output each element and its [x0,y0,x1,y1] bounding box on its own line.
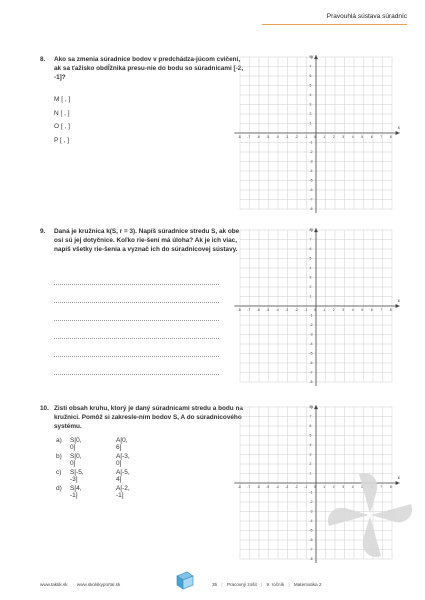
x-tick-label: 5 [361,308,364,312]
y-tick-label: 5 [309,433,312,438]
y-tick-label: 7 [309,414,312,419]
x-tick-label: 4 [351,308,354,312]
x-tick-label: 2 [332,135,335,139]
y-tick-label: -7 [309,197,313,202]
y-tick-label: 6 [309,247,312,252]
x-tick-label: 0 [313,485,316,489]
x-tick-label: 7 [380,308,383,312]
coordinate-grid[interactable] [224,226,408,386]
cube-icon [175,568,195,590]
footer-link[interactable]: www.skolskyportal.sk [76,582,121,587]
grade-label: 9. ročník [266,582,285,587]
publisher-logo [325,470,415,560]
y-tick-label: 7 [309,237,312,242]
header-divider [262,24,407,25]
y-tick-label: -2 [309,500,313,505]
y-tick-label: -6 [309,361,313,366]
exercise-text: Ako sa zmenia súradnice bodov v predchádza-júcom cvičení, ak sa ťažisko obdĺžnika presu-nie do bodu so súradnicami [-2, -1]? [54,56,244,81]
answer-line[interactable] [54,374,219,375]
x-tick-label: -4 [275,308,279,312]
y-tick-label: 1 [309,294,312,299]
y-tick-label: -3 [309,332,313,337]
x-tick-label: -7 [247,485,251,489]
y-tick-label: 8 [309,228,312,233]
y-tick-label: 4 [309,266,312,271]
page-number: 35 [212,582,218,587]
x-axis-arrow [396,304,400,308]
x-tick-label: 8 [389,135,392,139]
point-p[interactable]: P [ , ] [54,136,70,144]
x-tick-label: 8 [389,485,392,489]
y-axis-label: y [311,227,314,233]
chapter-title: Pravouhlá sústava súradníc [326,13,407,20]
x-tick-label: 7 [380,485,383,489]
x-tick-label: -1 [304,135,308,139]
y-axis-label: y [311,404,314,410]
x-axis-label: x [397,298,400,303]
y-tick-label: -3 [309,159,313,164]
y-tick-label: 4 [309,93,312,98]
x-tick-label: -3 [285,485,289,489]
y-tick-label: -4 [309,519,313,524]
x-tick-label: -7 [247,308,251,312]
x-tick-label: 1 [323,135,326,139]
x-tick-label: -6 [256,485,260,489]
footer-links [40,582,128,587]
y-tick-label: -1 [309,140,313,145]
point-o[interactable]: O [ , ] [54,123,70,130]
x-axis-label: x [397,125,400,130]
y-tick-label: 3 [309,452,312,457]
point-list [54,93,70,147]
x-tick-label: 0 [313,135,316,139]
exercise-number: 8. [40,56,46,63]
x-tick-label: -2 [294,485,298,489]
y-tick-label: -1 [309,490,313,495]
x-tick-label: -8 [237,135,241,139]
y-tick-label: 1 [309,121,312,126]
x-tick-label: -1 [304,308,308,312]
y-tick-label: -5 [309,351,313,356]
y-tick-label: 5 [309,83,312,88]
x-tick-label: 5 [361,135,364,139]
y-tick-label: 1 [309,471,312,476]
y-tick-label: 7 [309,64,312,69]
y-tick-label: -6 [309,188,313,193]
y-tick-label: -6 [309,538,313,543]
answer-line[interactable] [54,302,219,303]
exercise-number: 10. [40,405,49,412]
y-tick-label: -2 [309,150,313,155]
x-tick-label: 8 [389,308,392,312]
x-tick-label: 2 [332,485,335,489]
x-tick-label: 6 [370,308,373,312]
x-tick-label: 1 [323,485,326,489]
footer-link[interactable]: www.taktik.sk [40,582,68,587]
x-tick-label: -4 [275,135,279,139]
y-tick-label: -8 [309,557,313,562]
x-tick-label: -5 [266,135,270,139]
answer-line[interactable] [54,338,219,339]
y-tick-label: -8 [309,207,313,212]
x-tick-label: 1 [323,308,326,312]
x-tick-label: 3 [342,135,345,139]
y-tick-label: 3 [309,102,312,107]
x-tick-label: 6 [370,135,373,139]
y-tick-label: 4 [309,443,312,448]
x-axis-label: x [397,475,400,480]
y-tick-label: -8 [309,380,313,385]
point-n[interactable]: N [ , ] [54,109,70,117]
exercise-text: Daná je kružnica k(S, r = 3). Napíš súradnice stredu S, ak obe osi sú jej dotyčnice. Koľko rie-šení má úloha? Ak je ich viac, napíš všetky rie-šenia a vyznač ich do súradnicovej sústavy. [54,228,240,253]
x-tick-label: 5 [361,485,364,489]
subject-label: Matematika 2 [293,582,322,587]
x-tick-label: 2 [332,308,335,312]
book-title: Pracovný zošit [226,582,257,587]
x-axis-arrow [396,131,400,135]
x-tick-label: -2 [294,135,298,139]
y-tick-label: -7 [309,547,313,552]
point-m[interactable]: M [ , ] [54,96,71,103]
x-tick-label: -7 [247,135,251,139]
page-header [0,0,425,30]
y-tick-label: 6 [309,424,312,429]
footer-info: 35 | Pracovný zošit | 9. ročník | Matematika 2 [212,582,322,587]
x-tick-label: -1 [304,485,308,489]
y-tick-label: -2 [309,323,313,328]
answer-line[interactable] [54,356,219,357]
x-tick-label: -3 [285,308,289,312]
y-tick-label: -5 [309,528,313,533]
exercise-number: 9. [40,228,46,235]
exercise-text: Zisti obsah kruhu, ktorý je daný súradnicami stredu a bodu na kružnici. Pomôž si zakresle-ním bodov S, A do súradnicového systému. [54,405,243,430]
x-tick-label: -4 [275,485,279,489]
y-tick-label: 3 [309,275,312,280]
y-tick-label: -4 [309,169,313,174]
y-tick-label: -7 [309,370,313,375]
y-tick-label: 2 [309,285,312,290]
x-tick-label: -6 [256,135,260,139]
answer-line[interactable] [54,284,219,285]
y-tick-label: 6 [309,74,312,79]
x-tick-label: -8 [237,308,241,312]
y-tick-label: 8 [309,55,312,60]
y-axis-label: y [311,54,314,60]
y-tick-label: -3 [309,509,313,514]
y-tick-label: -4 [309,342,313,347]
x-tick-label: 4 [351,485,354,489]
x-tick-label: -6 [256,308,260,312]
y-tick-label: -5 [309,178,313,183]
coordinate-grid[interactable] [224,53,408,213]
x-tick-label: 7 [380,135,383,139]
y-tick-label: 2 [309,462,312,467]
x-tick-label: -2 [294,308,298,312]
y-tick-label: -1 [309,313,313,318]
y-tick-label: 8 [309,405,312,410]
x-tick-label: 3 [342,485,345,489]
x-tick-label: 0 [313,308,316,312]
x-tick-label: 4 [351,135,354,139]
x-tick-label: -5 [266,485,270,489]
x-tick-label: -3 [285,135,289,139]
y-tick-label: 5 [309,256,312,261]
y-tick-label: 2 [309,112,312,117]
x-tick-label: -8 [237,485,241,489]
answer-line[interactable] [54,320,219,321]
x-tick-label: 3 [342,308,345,312]
x-tick-label: -5 [266,308,270,312]
